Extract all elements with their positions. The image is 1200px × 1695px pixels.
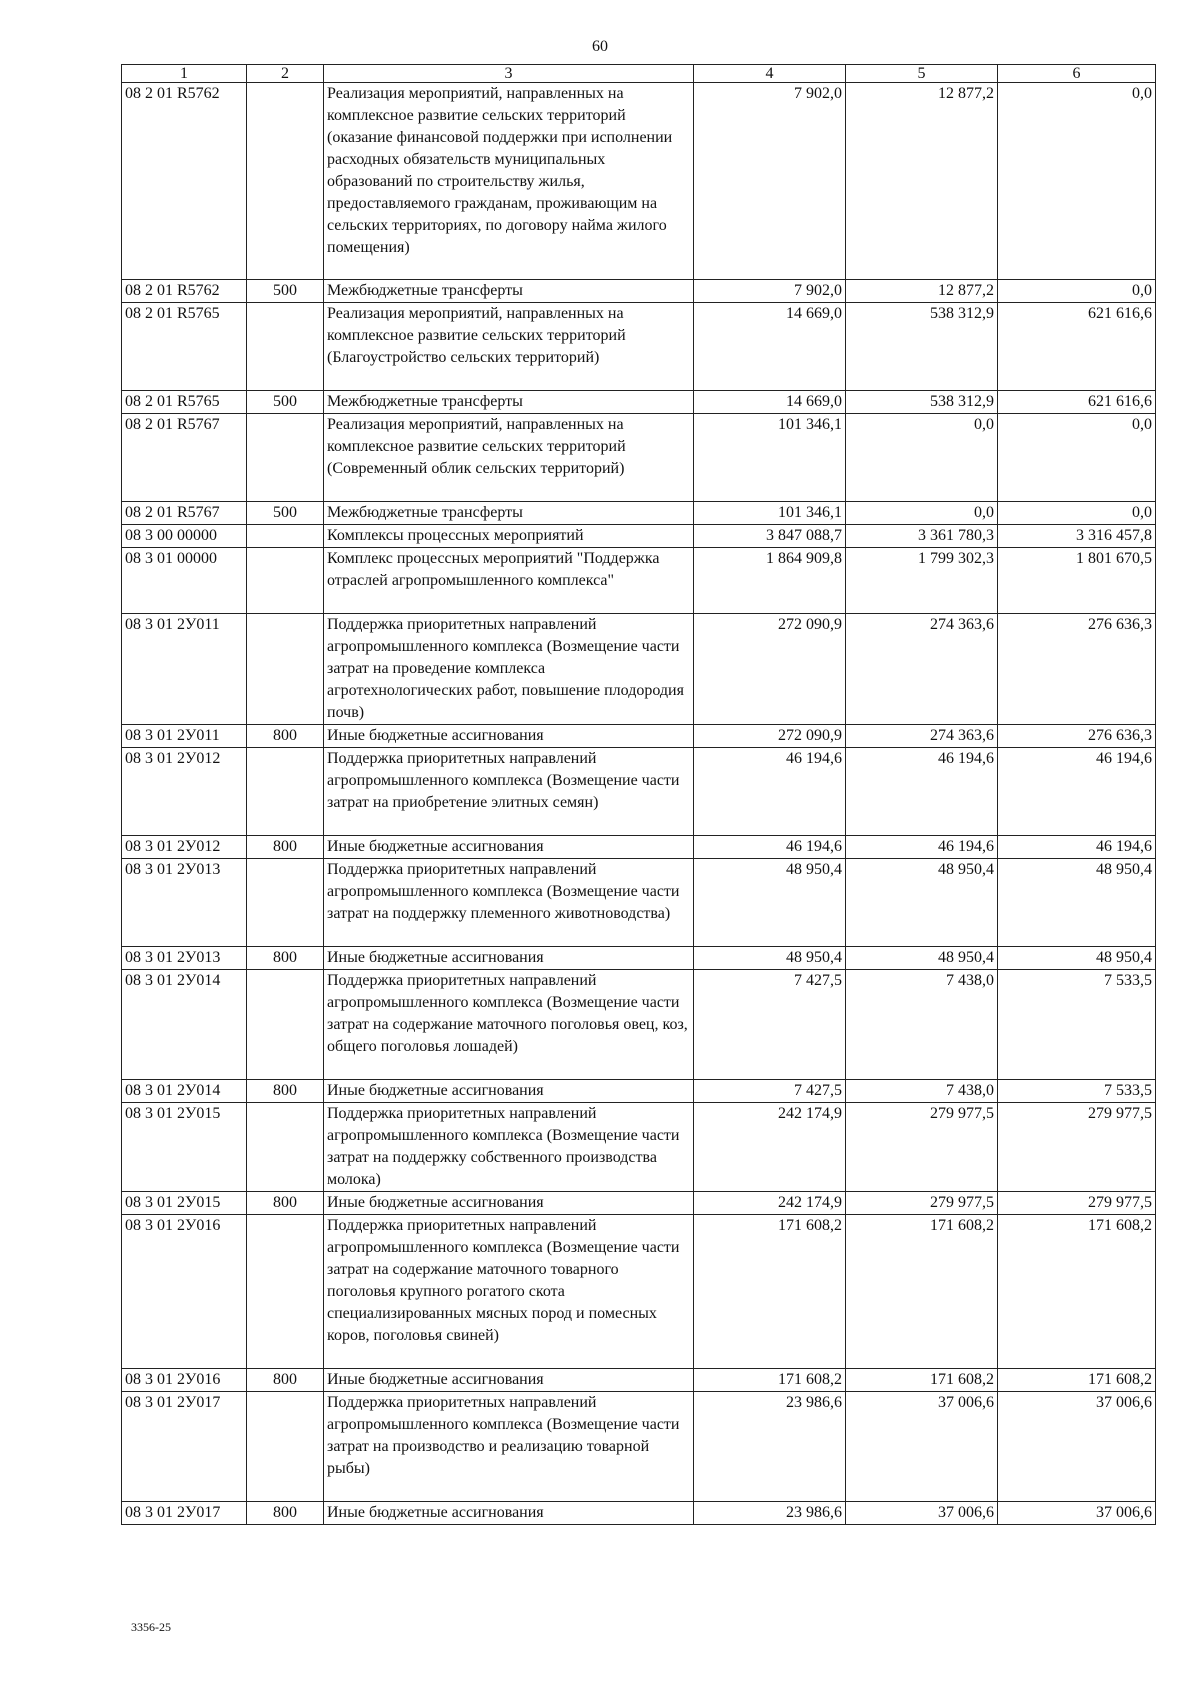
cell-expense-type [247, 859, 324, 947]
table-row [122, 836, 1156, 859]
cell-amount-col6: 37 006,6 [998, 1502, 1156, 1525]
table-row [122, 548, 1156, 614]
cell-description: Иные бюджетные ассигнования [324, 1369, 694, 1392]
cell-amount-col6: 0,0 [998, 414, 1156, 502]
cell-code: 08 3 01 2У015 [122, 1192, 247, 1215]
cell-description: Межбюджетные трансферты [324, 280, 694, 303]
cell-amount-col6: 46 194,6 [998, 748, 1156, 836]
cell-code: 08 3 01 2У014 [122, 970, 247, 1080]
cell-amount-col5: 171 608,2 [846, 1369, 998, 1392]
cell-amount-col5: 274 363,6 [846, 725, 998, 748]
table-row [122, 970, 1156, 1080]
cell-amount-col4: 7 902,0 [694, 83, 846, 280]
column-header: 6 [998, 65, 1156, 83]
cell-code: 08 3 01 2У015 [122, 1103, 247, 1192]
cell-amount-col4: 1 864 909,8 [694, 548, 846, 614]
cell-description: Комплекс процессных мероприятий "Поддержка отраслей агропромышленного комплекса" [324, 548, 694, 614]
cell-description: Иные бюджетные ассигнования [324, 947, 694, 970]
cell-description: Комплексы процессных мероприятий [324, 525, 694, 548]
cell-expense-type: 800 [247, 1502, 324, 1525]
table-row [122, 303, 1156, 391]
cell-code: 08 2 01 R5765 [122, 303, 247, 391]
cell-amount-col5: 7 438,0 [846, 1080, 998, 1103]
cell-amount-col5: 1 799 302,3 [846, 548, 998, 614]
cell-code: 08 2 01 R5762 [122, 83, 247, 280]
cell-code: 08 2 01 R5767 [122, 502, 247, 525]
table-row [122, 725, 1156, 748]
cell-amount-col6: 48 950,4 [998, 859, 1156, 947]
cell-expense-type [247, 970, 324, 1080]
cell-expense-type: 800 [247, 1369, 324, 1392]
cell-code: 08 3 01 2У014 [122, 1080, 247, 1103]
cell-amount-col6: 37 006,6 [998, 1392, 1156, 1502]
cell-description: Поддержка приоритетных направлений агропромышленного комплекса (Возмещение части затрат на содержание маточного товарного поголовья крупного рогатого скота специализированных мясных пород и помесных коров, поголовья свиней) [324, 1215, 694, 1369]
table-body [122, 83, 1156, 1525]
cell-amount-col4: 23 986,6 [694, 1392, 846, 1502]
cell-amount-col5: 279 977,5 [846, 1103, 998, 1192]
cell-code: 08 3 01 2У017 [122, 1392, 247, 1502]
cell-amount-col4: 7 427,5 [694, 1080, 846, 1103]
cell-amount-col4: 14 669,0 [694, 303, 846, 391]
column-header: 1 [122, 65, 247, 83]
cell-amount-col5: 48 950,4 [846, 859, 998, 947]
cell-amount-col4: 7 427,5 [694, 970, 846, 1080]
cell-description: Поддержка приоритетных направлений агропромышленного комплекса (Возмещение части затрат на содержание маточного поголовья овец, коз, общего поголовья лошадей) [324, 970, 694, 1080]
cell-amount-col5: 46 194,6 [846, 836, 998, 859]
cell-expense-type: 800 [247, 836, 324, 859]
cell-description: Реализация мероприятий, направленных на комплексное развитие сельских территорий (Современный облик сельских территорий) [324, 414, 694, 502]
cell-amount-col4: 242 174,9 [694, 1103, 846, 1192]
cell-amount-col5: 37 006,6 [846, 1392, 998, 1502]
table-row [122, 502, 1156, 525]
cell-amount-col6: 46 194,6 [998, 836, 1156, 859]
cell-amount-col5: 12 877,2 [846, 83, 998, 280]
cell-amount-col6: 276 636,3 [998, 725, 1156, 748]
cell-expense-type [247, 1103, 324, 1192]
table-row [122, 1369, 1156, 1392]
cell-expense-type: 800 [247, 947, 324, 970]
cell-amount-col6: 7 533,5 [998, 970, 1156, 1080]
cell-description: Реализация мероприятий, направленных на комплексное развитие сельских территорий (Благоустройство сельских территорий) [324, 303, 694, 391]
document-code: 3356-25 [131, 1620, 171, 1634]
cell-code: 08 3 01 2У011 [122, 614, 247, 725]
cell-expense-type: 800 [247, 1192, 324, 1215]
cell-expense-type [247, 548, 324, 614]
cell-amount-col5: 538 312,9 [846, 391, 998, 414]
cell-amount-col6: 0,0 [998, 502, 1156, 525]
table-row [122, 748, 1156, 836]
cell-amount-col6: 171 608,2 [998, 1369, 1156, 1392]
cell-amount-col4: 48 950,4 [694, 859, 846, 947]
cell-code: 08 3 01 00000 [122, 548, 247, 614]
table-row [122, 525, 1156, 548]
column-header: 5 [846, 65, 998, 83]
cell-description: Иные бюджетные ассигнования [324, 1502, 694, 1525]
cell-description: Иные бюджетные ассигнования [324, 725, 694, 748]
cell-expense-type: 800 [247, 1080, 324, 1103]
column-header: 2 [247, 65, 324, 83]
cell-code: 08 2 01 R5762 [122, 280, 247, 303]
cell-description: Иные бюджетные ассигнования [324, 1192, 694, 1215]
cell-expense-type [247, 614, 324, 725]
table-row [122, 1392, 1156, 1502]
cell-amount-col6: 279 977,5 [998, 1103, 1156, 1192]
cell-amount-col4: 242 174,9 [694, 1192, 846, 1215]
cell-amount-col5: 171 608,2 [846, 1215, 998, 1369]
cell-amount-col4: 3 847 088,7 [694, 525, 846, 548]
table-row [122, 1192, 1156, 1215]
table-row [122, 614, 1156, 725]
cell-amount-col6: 48 950,4 [998, 947, 1156, 970]
cell-amount-col4: 7 902,0 [694, 280, 846, 303]
cell-expense-type: 800 [247, 725, 324, 748]
cell-amount-col6: 276 636,3 [998, 614, 1156, 725]
cell-amount-col4: 272 090,9 [694, 725, 846, 748]
cell-code: 08 3 01 2У011 [122, 725, 247, 748]
table-header-row [122, 65, 1156, 83]
cell-description: Иные бюджетные ассигнования [324, 836, 694, 859]
column-header: 3 [324, 65, 694, 83]
cell-amount-col4: 101 346,1 [694, 502, 846, 525]
cell-amount-col4: 23 986,6 [694, 1502, 846, 1525]
cell-code: 08 3 01 2У012 [122, 748, 247, 836]
table-row [122, 1502, 1156, 1525]
cell-amount-col4: 48 950,4 [694, 947, 846, 970]
cell-amount-col6: 279 977,5 [998, 1192, 1156, 1215]
cell-amount-col5: 12 877,2 [846, 280, 998, 303]
cell-amount-col5: 0,0 [846, 414, 998, 502]
cell-description: Поддержка приоритетных направлений агропромышленного комплекса (Возмещение части затрат на поддержку племенного животноводства) [324, 859, 694, 947]
cell-code: 08 3 01 2У016 [122, 1215, 247, 1369]
cell-expense-type: 500 [247, 391, 324, 414]
cell-amount-col5: 0,0 [846, 502, 998, 525]
cell-amount-col6: 171 608,2 [998, 1215, 1156, 1369]
cell-code: 08 3 01 2У016 [122, 1369, 247, 1392]
cell-amount-col5: 3 361 780,3 [846, 525, 998, 548]
cell-amount-col4: 272 090,9 [694, 614, 846, 725]
cell-expense-type [247, 1392, 324, 1502]
table-row [122, 83, 1156, 280]
cell-description: Межбюджетные трансферты [324, 391, 694, 414]
table-row [122, 859, 1156, 947]
budget-table-container [121, 64, 1155, 1525]
cell-description: Поддержка приоритетных направлений агропромышленного комплекса (Возмещение части затрат на приобретение элитных семян) [324, 748, 694, 836]
cell-code: 08 3 00 00000 [122, 525, 247, 548]
table-row [122, 414, 1156, 502]
column-header: 4 [694, 65, 846, 83]
cell-expense-type [247, 748, 324, 836]
table-row [122, 391, 1156, 414]
cell-code: 08 3 01 2У013 [122, 859, 247, 947]
cell-expense-type [247, 414, 324, 502]
cell-amount-col6: 0,0 [998, 83, 1156, 280]
cell-expense-type [247, 83, 324, 280]
cell-expense-type [247, 303, 324, 391]
cell-amount-col6: 621 616,6 [998, 303, 1156, 391]
cell-amount-col5: 279 977,5 [846, 1192, 998, 1215]
cell-amount-col6: 3 316 457,8 [998, 525, 1156, 548]
cell-expense-type: 500 [247, 502, 324, 525]
cell-amount-col4: 171 608,2 [694, 1369, 846, 1392]
cell-description: Поддержка приоритетных направлений агропромышленного комплекса (Возмещение части затрат на проведение комплекса агротехнологических работ, повышение плодородия почв) [324, 614, 694, 725]
cell-amount-col5: 48 950,4 [846, 947, 998, 970]
cell-amount-col4: 171 608,2 [694, 1215, 846, 1369]
cell-code: 08 3 01 2У012 [122, 836, 247, 859]
cell-description: Поддержка приоритетных направлений агропромышленного комплекса (Возмещение части затрат на поддержку собственного производства молока) [324, 1103, 694, 1192]
cell-expense-type [247, 525, 324, 548]
cell-amount-col4: 46 194,6 [694, 836, 846, 859]
cell-amount-col6: 0,0 [998, 280, 1156, 303]
budget-table [121, 64, 1156, 1525]
cell-amount-col6: 1 801 670,5 [998, 548, 1156, 614]
cell-amount-col4: 46 194,6 [694, 748, 846, 836]
cell-expense-type: 500 [247, 280, 324, 303]
cell-expense-type [247, 1215, 324, 1369]
cell-amount-col4: 101 346,1 [694, 414, 846, 502]
cell-amount-col6: 621 616,6 [998, 391, 1156, 414]
cell-code: 08 3 01 2У013 [122, 947, 247, 970]
cell-amount-col5: 538 312,9 [846, 303, 998, 391]
cell-code: 08 3 01 2У017 [122, 1502, 247, 1525]
cell-code: 08 2 01 R5767 [122, 414, 247, 502]
cell-description: Межбюджетные трансферты [324, 502, 694, 525]
table-row [122, 1080, 1156, 1103]
cell-description: Реализация мероприятий, направленных на комплексное развитие сельских территорий (оказание финансовой поддержки при исполнении расходных обязательств муниципальных образований по строительству жилья, предоставляемого гражданам, проживающим на сельских территориях, по договору найма жилого помещения) [324, 83, 694, 280]
cell-amount-col6: 7 533,5 [998, 1080, 1156, 1103]
cell-description: Иные бюджетные ассигнования [324, 1080, 694, 1103]
table-row [122, 1215, 1156, 1369]
table-row [122, 947, 1156, 970]
cell-amount-col4: 14 669,0 [694, 391, 846, 414]
cell-amount-col5: 274 363,6 [846, 614, 998, 725]
table-row [122, 280, 1156, 303]
cell-description: Поддержка приоритетных направлений агропромышленного комплекса (Возмещение части затрат на производство и реализацию товарной рыбы) [324, 1392, 694, 1502]
cell-amount-col5: 7 438,0 [846, 970, 998, 1080]
cell-amount-col5: 46 194,6 [846, 748, 998, 836]
cell-amount-col5: 37 006,6 [846, 1502, 998, 1525]
cell-code: 08 2 01 R5765 [122, 391, 247, 414]
table-row [122, 1103, 1156, 1192]
page-number: 60 [592, 38, 608, 55]
